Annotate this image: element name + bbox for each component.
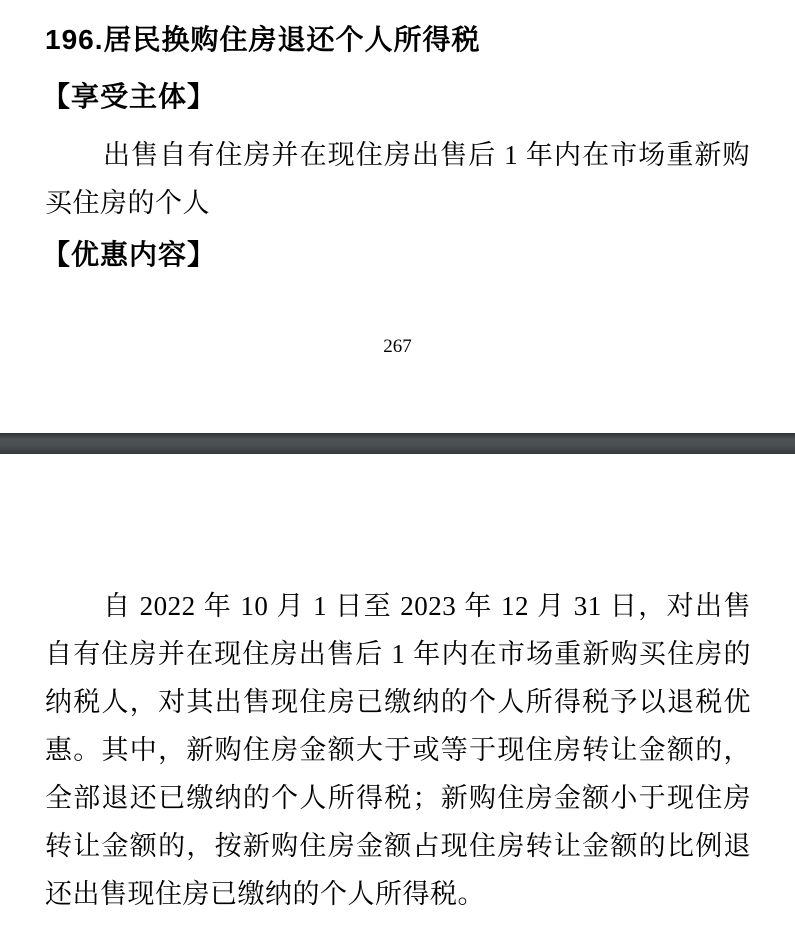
item-heading: 196.居民换购住房退还个人所得税 <box>45 24 481 55</box>
page-separator-band <box>0 433 795 454</box>
paragraph-enjoy-subject: 出售自有住房并在现住房出售后 1 年内在市场重新购买住房的个人 <box>45 140 750 218</box>
section-label-enjoy-subject: 【享受主体】 <box>42 81 217 112</box>
document-page-2 <box>0 454 795 932</box>
paragraph-preferential-content: 自 2022 年 10 月 1 日至 2023 年 12 月 31 日，对出售自有住房并在现住房出售后 1 年内在市场重新购买住房的纳税人，对其出售现住房已缴纳的个人所得税予以退税优惠。其中，新购住房金额大于或等于现住房转让金额的，全部退还已缴纳的个人所得税；新购住房金额小于现住房转让金额的，按新购住房金额占现住房转让金额的比例退还出售现住房已缴纳的个人所得税。 <box>45 591 751 909</box>
page-number: 267 <box>383 336 412 357</box>
document-page-1 <box>0 0 795 433</box>
section-label-preferential-content: 【优惠内容】 <box>42 239 217 270</box>
